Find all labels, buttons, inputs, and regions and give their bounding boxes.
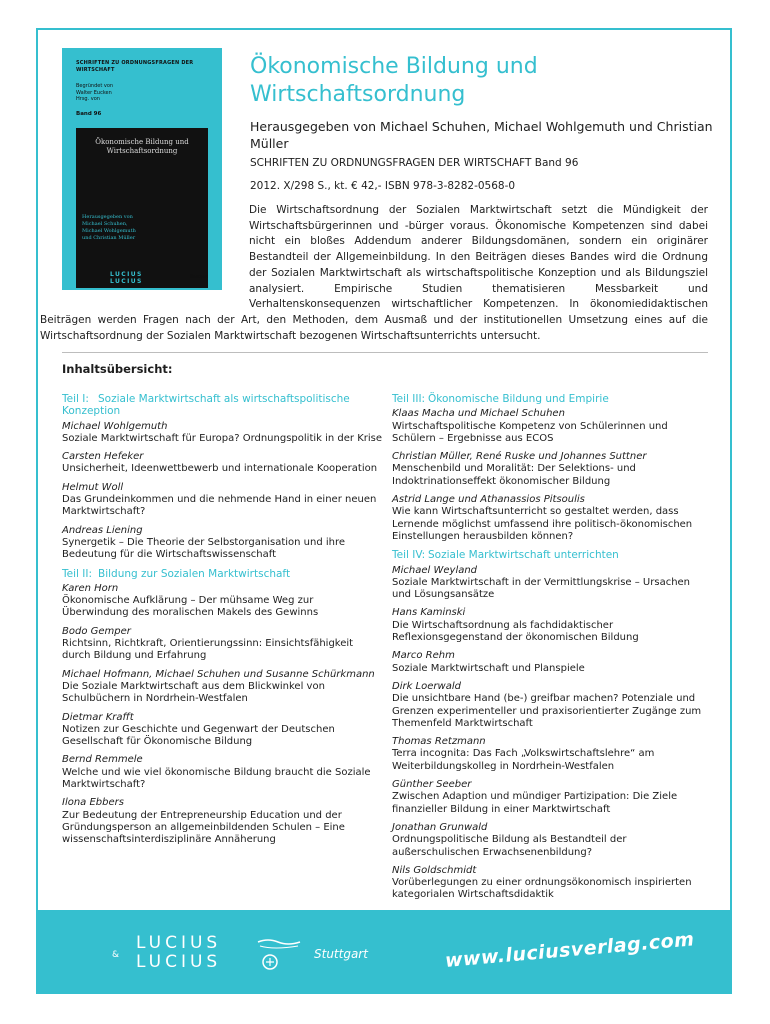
book-series: SCHRIFTEN ZU ORDNUNGSFRAGEN DER WIRTSCHAFT Band 96	[250, 157, 579, 169]
toc-entry	[392, 865, 712, 902]
toc-entry-title: Wirtschaftspolitische Kompetenz von Schülerinnen und Schülern – Ergebnisse aus ECOS	[392, 420, 668, 444]
toc-entry-title: Soziale Marktwirtschaft für Europa? Ordnungspolitik in der Krise	[62, 432, 383, 444]
toc-entry	[62, 626, 382, 663]
toc-part-heading: Teil I: Soziale Marktwirtschaft als wirtschaftspolitische Konzeption	[62, 393, 350, 418]
toc-entry	[62, 583, 382, 620]
toc-entry-author: Dietmar Krafft	[62, 711, 134, 723]
toc-entry-title: Die Soziale Marktwirtschaft aus dem Blickwinkel von Schulbüchern in Nordrhein-Westfalen	[62, 680, 325, 705]
toc-entry-author: Bodo Gemper	[62, 625, 131, 637]
toc-part-heading: Teil IV: Soziale Marktwirtschaft unterrichten	[392, 549, 619, 562]
cover-band: Band 96	[76, 110, 102, 117]
book-description: Die Wirtschaftsordnung der Sozialen Marktwirtschaft setzt die Mündigkeit der Wirtschaftsbürgerinnen und -bürger voraus. Ökonomische Kompetenzen sind dabei nicht ein bloßes Addendum anderer Bildungsdomänen, sondern ein originärer Bestandteil der Allgemeinbildung. In den Beiträgen dieses Bandes wird die Ordnung der Sozialen Marktwirtschaft als wirtschaftspolitische Konzeption und als Bildungsziel analysiert. Empirische Studien thematisieren Messbarkeit und Verhaltenskonsequenzen wirtschaftlicher Kompetenzen. In ökonomiedidaktischen Beiträgen werden Fragen nach der Art, den Methoden, dem Ausmaß und der institutionellen Umsetzung eines auf die Wirtschaftsordnung der Sozialen Marktwirtschaft bezogenen Wirtschaftsunterrichts untersucht.	[40, 204, 708, 342]
toc-entry-title: Soziale Marktwirtschaft in der Vermittlungskrise – Ursachen und Lösungsansätze	[392, 576, 691, 601]
toc-entry-author: Nils Goldschmidt	[392, 864, 477, 876]
toc-entry-author: Carsten Hefeker	[62, 451, 144, 463]
toc-entry	[392, 565, 712, 602]
toc-entry	[62, 669, 382, 706]
toc-entry	[392, 736, 712, 773]
toc-entry-author: Hans Kaminski	[392, 607, 466, 619]
cover-founders: Begründet von Walter Eucken Hrsg. von	[76, 83, 114, 102]
book-title: Ökonomische Bildung und Wirtschaftsordnung	[250, 54, 538, 107]
toc-entry-title: Wie kann Wirtschaftsunterricht so gestaltet werden, dass Lernende möglichst umfassend ihre politisch-ökonomischen Einstellungen herausbilden können?	[392, 506, 693, 542]
toc-entry	[62, 525, 382, 562]
toc-entry-title: Zur Bedeutung der Entrepreneurship Education und der Gründungsperson an allgemeinbildenden Schulen – Eine wissenschaftsinterdisziplinäre Annäherung	[62, 809, 345, 846]
toc-entry-author: Günther Seeber	[392, 779, 472, 791]
toc-entry-author: Astrid Lange und Athanassios Pitsoulis	[392, 494, 585, 506]
toc-entry-title: Vorüberlegungen zu einer ordnungsökonomisch inspirierten kategorialen Wirtschaftsdidaktik	[392, 877, 692, 901]
cover-publisher-logo: LUCIUS LUCIUS	[110, 271, 143, 285]
toc-entry-title: Soziale Marktwirtschaft und Planspiele	[392, 662, 585, 674]
toc-left-column	[62, 393, 382, 853]
toc-entry-author: Marco Rehm	[392, 650, 455, 662]
toc-entry-author: Thomas Retzmann	[392, 736, 486, 748]
toc-entry	[62, 482, 382, 519]
toc-entry-title: Welche und wie viel ökonomische Bildung braucht die Soziale Marktwirtschaft?	[62, 766, 371, 791]
toc-entry	[392, 451, 712, 488]
toc-entry-title: Synergetik – Die Theorie der Selbstorganisation und ihre Bedeutung für die Wirtschaftswissenschaft	[62, 536, 346, 561]
toc-entry	[62, 797, 382, 846]
book-bibliographic-info: 2012. X/298 S., kt. € 42,- ISBN 978-3-8282-0568-0	[250, 180, 516, 192]
toc-part-heading: Teil II: Bildung zur Sozialen Marktwirtschaft	[62, 567, 291, 580]
book-editors: Herausgegeben von Michael Schuhen, Michael Wohlgemuth und Christian Müller	[250, 119, 713, 151]
toc-entry-title: Zwischen Adaption und mündiger Partizipation: Die Ziele finanzieller Bildung in einer Marktwirtschaft	[392, 791, 678, 815]
toc-part-heading: Teil III: Ökonomische Bildung und Empirie	[392, 393, 609, 405]
toc-entry-author: Andreas Liening	[62, 524, 143, 536]
toc-entry-title: Notizen zur Geschichte und Gegenwart der Deutschen Gesellschaft für Ökonomische Bildung	[62, 723, 335, 748]
publisher-emblem-icon	[254, 936, 304, 974]
toc-entry-author: Karen Horn	[62, 582, 119, 594]
toc-entry-title: Das Grundeinkommen und die nehmende Hand in einer neuen Marktwirtschaft?	[62, 494, 377, 518]
toc-entry-title: Ordnungspolitische Bildung als Bestandteil der außerschulischen Erwachsenenbildung?	[392, 834, 627, 858]
cover-city: Stuttgart	[190, 274, 208, 279]
publisher-city: Stuttgart	[314, 947, 368, 961]
toc-entry	[62, 421, 382, 446]
toc-entry	[392, 779, 712, 816]
toc-entry-author: Ilona Ebbers	[62, 797, 124, 809]
toc-entry	[392, 822, 712, 859]
toc-entry	[392, 681, 712, 730]
toc-entry	[392, 494, 712, 543]
cover-editors: Herausgegeben von Michael Schuhen, Michael Wohlgemuth und Christian Müller	[82, 214, 136, 242]
divider	[62, 352, 708, 353]
toc-entry-author: Michael Hofmann, Michael Schuhen und Susanne Schürkmann	[62, 668, 375, 680]
cover-title: Ökonomische Bildung und Wirtschaftsordnung	[95, 138, 189, 156]
toc-entry-title: Ökonomische Aufklärung – Der mühsame Weg zur Überwindung des moralischen Makels des Gewinns	[62, 595, 319, 619]
publisher-logo: & LUCIUS LUCIUS	[112, 933, 222, 972]
publisher-url[interactable]: www.luciusverlag.com	[444, 928, 696, 972]
toc-entry	[392, 607, 712, 644]
toc-entry-author: Dirk Loerwald	[392, 680, 461, 692]
toc-right-column	[392, 393, 712, 908]
toc-entry-author: Helmut Woll	[62, 481, 124, 493]
cover-series: SCHRIFTEN ZU ORDNUNGSFRAGEN DER WIRTSCHAFT	[76, 60, 194, 73]
toc-entry	[392, 650, 712, 675]
toc-entry-title: Menschenbild und Moralität: Der Selektions- und Indoktrinationseffekt ökonomischer Bildung	[392, 463, 636, 487]
toc-entry-author: Michael Wohlgemuth	[62, 420, 168, 432]
toc-entry	[62, 451, 382, 476]
toc-entry-author: Michael Weyland	[392, 564, 478, 576]
toc-entry-title: Die Wirtschaftsordnung als fachdidaktischer Reflexionsgegenstand der ökonomischen Bildung	[392, 619, 639, 644]
toc-entry-author: Bernd Remmele	[62, 754, 143, 766]
toc-entry-author: Jonathan Grunwald	[392, 821, 488, 833]
toc-entry-title: Richtsinn, Richtkraft, Orientierungssinn: Einsichtsfähigkeit durch Bildung und Erfahrung	[62, 638, 354, 662]
toc-entry-author: Klaas Macha und Michael Schuhen	[392, 408, 565, 420]
toc-entry	[392, 408, 712, 445]
toc-title: Inhaltsübersicht:	[62, 362, 173, 376]
toc-entry-author: Christian Müller, René Ruske und Johannes Suttner	[392, 451, 647, 463]
toc-entry-title: Unsicherheit, Ideenwettbewerb und internationale Kooperation	[62, 463, 378, 475]
toc-entry	[62, 754, 382, 791]
toc-entry-title: Terra incognita: Das Fach „Volkswirtschaftslehre“ am Weiterbildungskolleg in Nordrhein-Westfalen	[392, 748, 655, 772]
toc-entry	[62, 712, 382, 749]
toc-entry-title: Die unsichtbare Hand (be-) greifbar machen? Potenziale und Grenzen experimenteller und praxisorientierter Zugänge zum Themenfeld Marktwirtschaft	[392, 693, 702, 729]
